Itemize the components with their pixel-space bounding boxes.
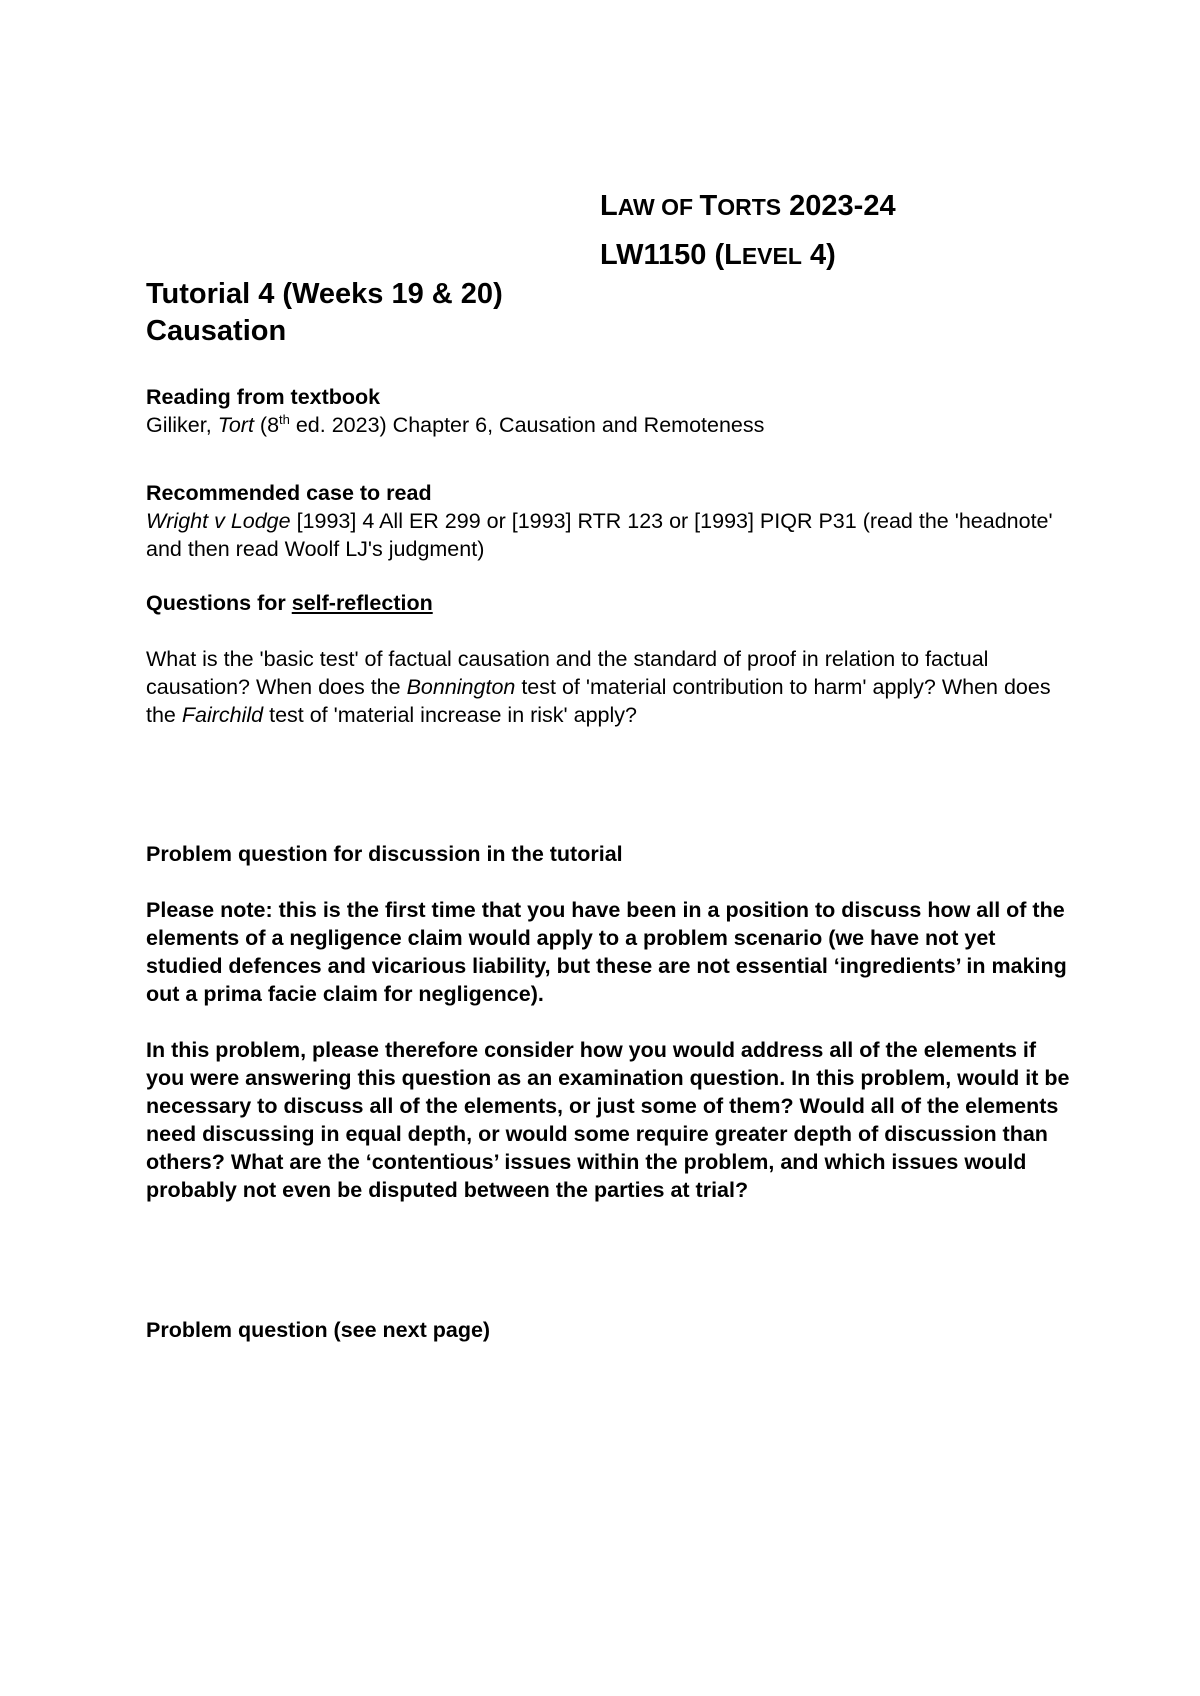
course-code-text: EVEL <box>741 243 802 269</box>
reflection-heading <box>146 589 1076 617</box>
reading-heading: Reading from textbook <box>146 385 381 409</box>
problem-note: Please note: this is the first time that you have been in a position to discuss how all of the elements of a negligence claim would apply to a problem scenario (we have not yet studied defences and vicarious liability, but these are not essential ‘ingredients’ in making out a prima facie claim for negligence). <box>146 898 1067 1006</box>
reflection-text-part: What is the 'basic test' of factual causation and the standard of proof in relation to factual causation? When does the <box>146 647 989 699</box>
reflection-case: Bonnington <box>406 675 516 699</box>
problem-next <box>146 1316 1076 1344</box>
reading-book: Tort <box>217 413 254 437</box>
case-reference <box>146 507 1076 563</box>
tutorial-topic: Causation <box>146 315 287 347</box>
course-title-text: ORTS <box>717 194 782 220</box>
tutorial-title <box>146 276 503 350</box>
reflection-text-part: test of 'material contribution to harm' apply? When does the <box>146 675 1051 727</box>
case-heading: Recommended case to read <box>146 481 432 505</box>
problem-section <box>146 840 1076 1204</box>
reflection-case: Fairchild <box>181 703 264 727</box>
reflection-heading-text: Questions for <box>146 591 292 615</box>
problem-next-heading: Problem question (see next page) <box>146 1318 491 1342</box>
problem-instructions: In this problem, please therefore consider how you would address all of the elements if you were answering this question as an examination question. In this problem, would it be necessary to discuss all of the elements, or just some of them? Would all of the elements need discussing in equal depth, or would some require greater depth of discussion than others? What are the ‘contentious’ issues within the problem, and which issues would probably not even be disputed between the parties at trial? <box>146 1038 1070 1202</box>
reflection-text-part: test of 'material increase in risk' apply? <box>263 703 637 727</box>
course-title-text: T <box>699 190 718 222</box>
case-section <box>146 479 1076 563</box>
reflection-text <box>146 645 1076 729</box>
course-header <box>600 182 896 280</box>
reading-edition: (8 <box>253 413 280 437</box>
reading-section <box>146 383 1076 439</box>
case-name: Wright v Lodge <box>146 509 291 533</box>
reading-edition-sup: th <box>279 411 290 427</box>
reading-author: Giliker, <box>146 413 218 437</box>
problem-heading: Problem question for discussion in the tutorial <box>146 842 623 866</box>
course-code-text: 4) <box>801 239 836 271</box>
tutorial-title-line: Tutorial 4 (Weeks 19 & 20) <box>146 278 503 310</box>
course-title <box>600 182 896 231</box>
course-title-text: L <box>600 190 618 222</box>
reading-rest: ed. 2023) Chapter 6, Causation and Remoteness <box>289 413 765 437</box>
course-code <box>600 231 896 280</box>
course-year: 2023-24 <box>781 190 896 222</box>
course-code-text: LW1150 (L <box>600 239 742 271</box>
reading-reference <box>146 411 1076 439</box>
reflection-section <box>146 589 1076 729</box>
case-citation: [1993] 4 All ER 299 or [1993] RTR 123 or [1993] PIQR P31 (read the 'headnote' and then read Woolf LJ's judgment) <box>146 509 1053 561</box>
reflection-heading-underlined: self-reflection <box>291 591 433 615</box>
course-title-text: AW OF <box>617 194 700 220</box>
